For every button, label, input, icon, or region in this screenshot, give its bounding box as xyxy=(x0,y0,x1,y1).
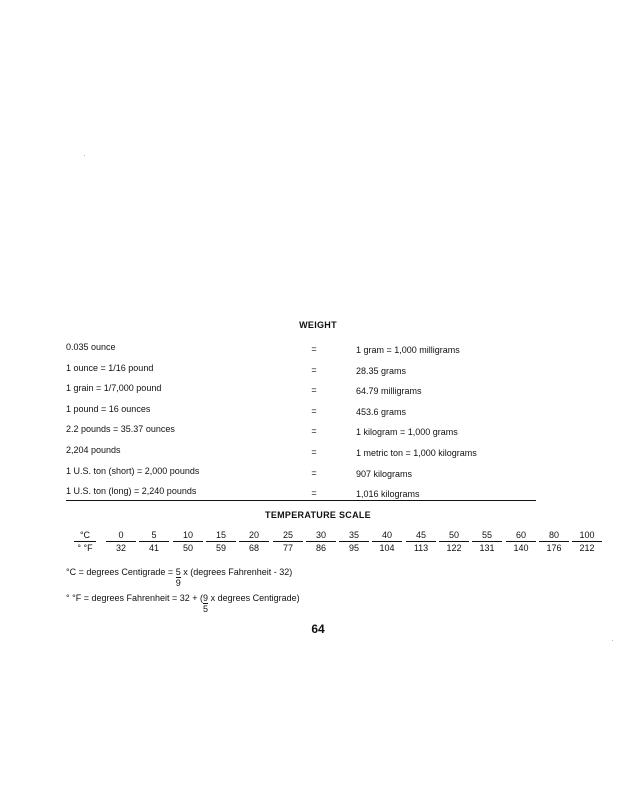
weight-table xyxy=(66,340,532,505)
weight-row xyxy=(66,340,532,361)
page-number: 64 xyxy=(311,622,325,636)
fahrenheit-value: 113 xyxy=(413,543,429,553)
temperature-pair xyxy=(539,530,569,554)
temperature-pair xyxy=(372,530,402,554)
fahrenheit-value: 131 xyxy=(479,543,495,553)
scan-speck xyxy=(612,640,613,641)
fahrenheit-value: 212 xyxy=(579,543,595,553)
fahrenheit-formula-suffix: x degrees Centigrade) xyxy=(210,593,300,603)
weight-row-left: 2.2 pounds = 35.37 ounces xyxy=(66,424,175,435)
weight-row-equals: = xyxy=(311,405,317,416)
fraction-denominator: 5 xyxy=(203,604,209,614)
weight-row xyxy=(66,422,532,443)
temperature-pair xyxy=(406,530,436,554)
celsius-value: 25 xyxy=(273,530,303,542)
weight-row-right: 907 kilograms xyxy=(356,468,413,479)
weight-row-equals: = xyxy=(311,488,317,499)
weight-row-left: 0.035 ounce xyxy=(66,342,116,352)
weight-row xyxy=(66,381,532,402)
fahrenheit-value: 41 xyxy=(148,543,159,553)
fraction-denominator: 9 xyxy=(175,578,181,588)
temperature-pair xyxy=(306,530,336,554)
scan-speck xyxy=(84,155,85,156)
weight-row-equals: = xyxy=(311,426,317,437)
celsius-formula-fraction xyxy=(176,567,181,588)
fahrenheit-value: 50 xyxy=(182,543,193,553)
weight-row-left: 1 pound = 16 ounces xyxy=(66,403,151,414)
weight-row xyxy=(66,484,532,505)
fahrenheit-value: 140 xyxy=(513,543,529,553)
celsius-value: 40 xyxy=(372,530,402,542)
celsius-value: 30 xyxy=(306,530,336,542)
weight-row-left: 1 U.S. ton (short) = 2,000 pounds xyxy=(66,465,200,476)
fahrenheit-value: 32 xyxy=(115,543,126,553)
temperature-pair xyxy=(572,530,602,554)
celsius-value: 15 xyxy=(206,530,236,542)
celsius-label: °C xyxy=(74,530,96,542)
celsius-value: 5 xyxy=(139,530,169,542)
weight-row-right: 1 metric ton = 1,000 kilograms xyxy=(356,447,477,458)
weight-row-left: 2,204 pounds xyxy=(66,444,121,455)
celsius-value: 80 xyxy=(539,530,569,542)
temperature-pair xyxy=(273,530,303,554)
weight-row-right: 64.79 milligrams xyxy=(356,386,422,397)
fahrenheit-label: ° °F xyxy=(77,543,93,553)
celsius-value: 10 xyxy=(173,530,203,542)
temperature-pair xyxy=(106,530,136,554)
fahrenheit-value: 68 xyxy=(248,543,259,553)
fahrenheit-value: 122 xyxy=(446,543,462,553)
temperature-pair xyxy=(439,530,469,554)
celsius-value: 50 xyxy=(439,530,469,542)
celsius-formula xyxy=(66,567,292,588)
weight-title: WEIGHT xyxy=(299,320,337,330)
weight-row-right: 1 kilogram = 1,000 grams xyxy=(356,427,458,438)
weight-row-right: 453.6 grams xyxy=(356,406,407,417)
celsius-value: 45 xyxy=(406,530,436,542)
temperature-pair xyxy=(206,530,236,554)
weight-row-right: 1,016 kilograms xyxy=(356,489,420,500)
temperature-pair xyxy=(339,530,369,554)
weight-row-equals: = xyxy=(311,364,317,375)
celsius-value: 0 xyxy=(106,530,136,542)
temperature-pair xyxy=(506,530,536,554)
weight-row-left: 1 U.S. ton (long) = 2,240 pounds xyxy=(66,486,197,497)
weight-row-equals: = xyxy=(311,467,317,478)
section-divider xyxy=(66,500,536,501)
temperature-pair xyxy=(139,530,169,554)
temperature-pair xyxy=(239,530,269,554)
fraction-numerator: 5 xyxy=(175,567,181,577)
celsius-value: 60 xyxy=(506,530,536,542)
temperature-unit-labels xyxy=(74,530,96,554)
weight-row-equals: = xyxy=(311,344,317,354)
weight-row-left: 1 grain = 1/7,000 pound xyxy=(66,383,162,394)
fraction-numerator: 9 xyxy=(203,593,209,603)
weight-row xyxy=(66,464,532,485)
fahrenheit-formula-prefix: ° °F = degrees Fahrenheit = 32 + ( xyxy=(66,593,204,603)
fahrenheit-value: 176 xyxy=(546,543,562,553)
fahrenheit-formula xyxy=(66,593,300,614)
temperature-scale-title: TEMPERATURE SCALE xyxy=(265,510,371,520)
weight-row-equals: = xyxy=(311,446,317,457)
celsius-value: 100 xyxy=(572,530,602,542)
fahrenheit-value: 86 xyxy=(315,543,326,553)
weight-row-equals: = xyxy=(311,385,317,396)
celsius-formula-suffix: x (degrees Fahrenheit - 32) xyxy=(183,567,293,577)
celsius-value: 20 xyxy=(239,530,269,542)
weight-row-right: 28.35 grams xyxy=(356,365,407,376)
fahrenheit-formula-fraction xyxy=(203,593,208,614)
fahrenheit-value: 77 xyxy=(282,543,293,553)
temperature-scale xyxy=(74,530,595,558)
weight-row xyxy=(66,443,532,464)
celsius-value: 55 xyxy=(472,530,502,542)
temperature-pair xyxy=(472,530,502,554)
weight-row xyxy=(66,361,532,382)
celsius-formula-prefix: °C = degrees Centigrade = xyxy=(66,567,174,577)
fahrenheit-value: 59 xyxy=(215,543,226,553)
temperature-pair xyxy=(173,530,203,554)
fahrenheit-value: 95 xyxy=(348,543,359,553)
celsius-value: 35 xyxy=(339,530,369,542)
weight-row-left: 1 ounce = 1/16 pound xyxy=(66,362,154,373)
weight-row xyxy=(66,402,532,423)
weight-row-right: 1 gram = 1,000 milligrams xyxy=(356,345,460,355)
fahrenheit-value: 104 xyxy=(379,543,395,553)
